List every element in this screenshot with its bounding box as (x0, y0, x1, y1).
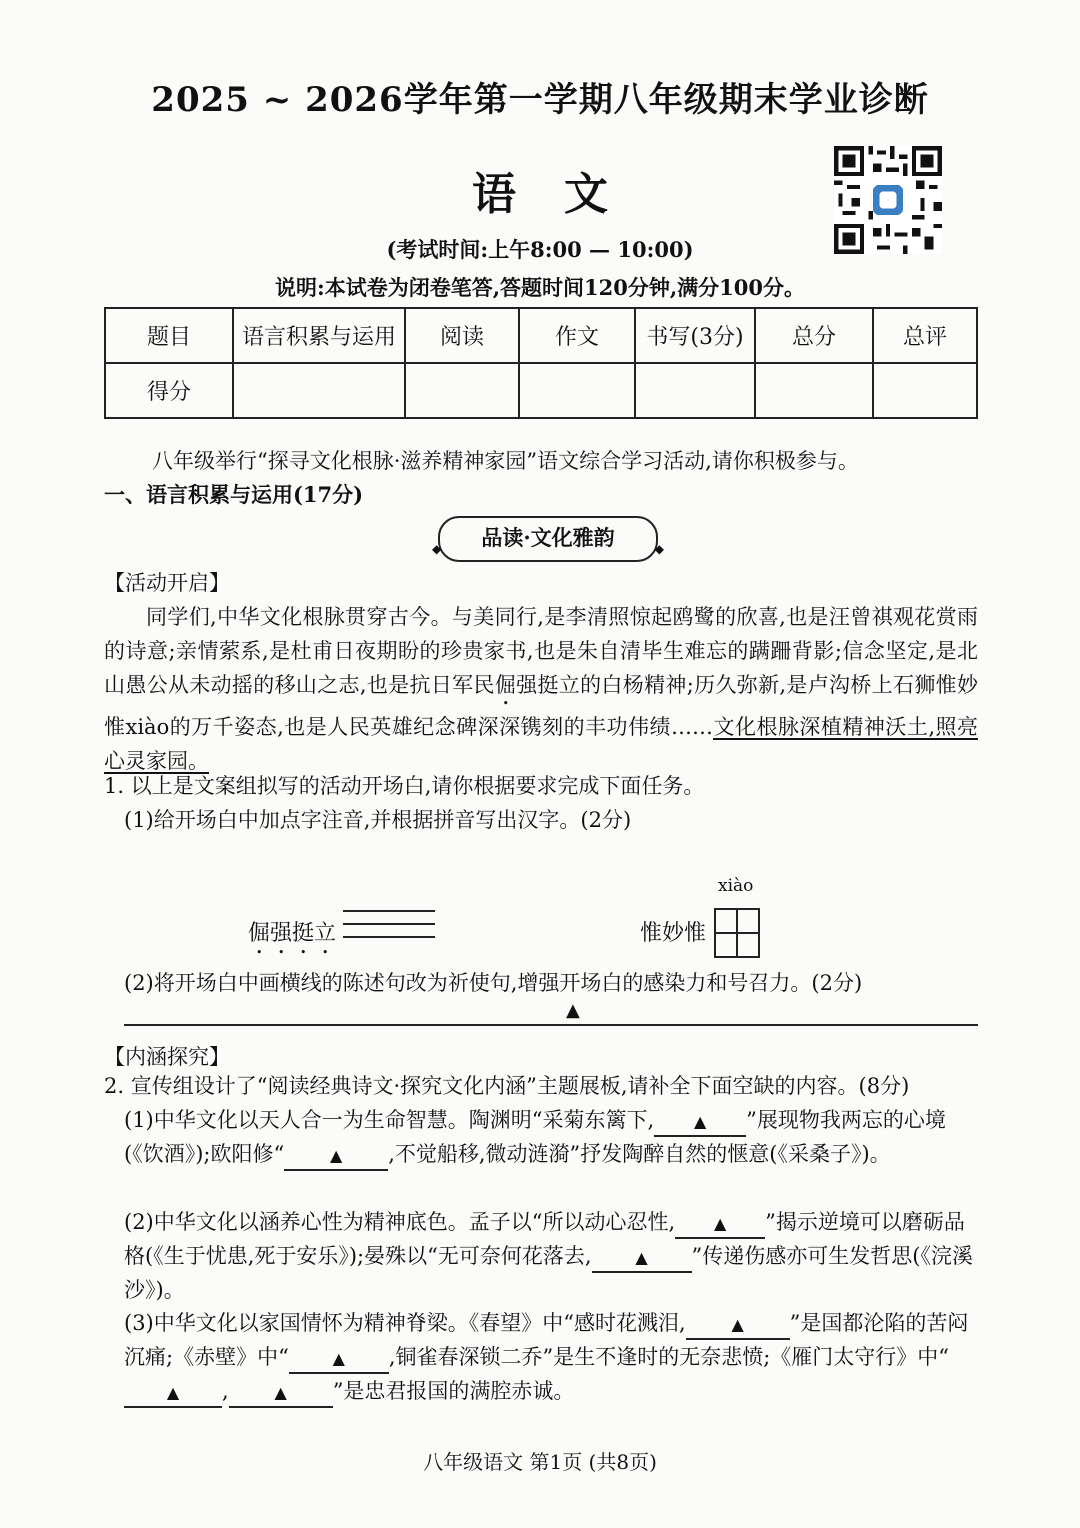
score-table-header: 总评 (873, 308, 977, 363)
score-row-label: 得分 (105, 363, 233, 418)
fill-blank[interactable]: ▲ (124, 1380, 222, 1408)
question-1-2: (2)将开场白中画横线的陈述句改为祈使句,增强开场白的感染力和号召力。(2分) (124, 971, 863, 995)
question-2-3 (124, 1306, 978, 1408)
score-cell[interactable] (635, 363, 755, 418)
underlined-sentence: 文化根脉深植精神沃土,照亮心灵家园。 (104, 715, 978, 773)
text: ,铜雀春深锁二乔”是生不逢时的无奈悲愤;《雁门太守行》中“ (388, 1345, 950, 1369)
text: ”展现物我两忘的心境(《饮酒》);欧阳修“ (124, 1108, 946, 1166)
text: ”传递伤感亦可生发哲思(《浣溪沙》)。 (124, 1244, 973, 1302)
fill-blank[interactable]: ▲ (289, 1346, 389, 1374)
character-grid-box[interactable] (714, 908, 760, 958)
score-cell[interactable] (755, 363, 873, 418)
text: ”是忠君报国的满腔赤诚。 (332, 1379, 575, 1403)
fill-blank[interactable]: ▲ (284, 1143, 388, 1171)
opening-text-a: 同学们,中华文化根脉贯穿古今。与美同行,是李清照惊起鸥鹭的欣喜,也是汪曾祺观花赏雨的诗意;亲情萦系,是杜甫日夜期盼的珍贵家书,也是朱自清毕生难忘的蹒跚背影;信念坚定,是北山愚公从未动摇的移山之志,也是抗日军民 (104, 605, 978, 697)
pinyin-answer-lines[interactable] (343, 910, 435, 950)
inquiry-heading: 【内涵探究】 (104, 1045, 230, 1069)
score-table-header: 总分 (755, 308, 873, 363)
subject-title: 语文 (472, 169, 656, 220)
score-table-header: 阅读 (405, 308, 519, 363)
text: ”是国都沦陷的苦闷沉痛;《赤壁》中“ (124, 1311, 969, 1369)
text: ”揭示逆境可以磨砺品格(《生于忧患,死于安乐》);晏殊以“无可奈何花落去, (124, 1210, 965, 1268)
text: , (222, 1379, 229, 1403)
fill-blank[interactable]: ▲ (675, 1211, 765, 1239)
section-banner: ◆ 品读·文化雅韵 ◆ (438, 516, 658, 562)
text: (1)中华文化以天人合一为生命智慧。陶渊明“采菊东篱下, (124, 1108, 655, 1132)
score-table-header: 语言积累与运用 (233, 308, 405, 363)
exam-note: 说明:本试卷为闭卷笔答,答题时间120分钟,满分100分。 (274, 275, 806, 300)
section-1-title: 一、语言积累与运用(17分) (104, 482, 364, 507)
question-2: 2. 宣传组设计了“阅读经典诗文·探究文化内涵”主题展板,请补全下面空缺的内容。(8分) (104, 1074, 910, 1098)
fill-blank[interactable]: ▲ (229, 1380, 333, 1408)
score-cell[interactable] (405, 363, 519, 418)
fill-blank[interactable]: ▲ (686, 1312, 790, 1340)
answer-line[interactable] (124, 1024, 978, 1026)
question-2-1 (124, 1103, 978, 1171)
score-cell[interactable] (519, 363, 635, 418)
score-table-header: 作文 (519, 308, 635, 363)
fill-blank[interactable]: ▲ (592, 1245, 692, 1273)
activity-intro: 八年级举行“探寻文化根脉·滋养精神家园”语文综合学习活动,请你积极参与。 (152, 449, 859, 473)
score-cell[interactable] (233, 363, 405, 418)
dotted-char: 倔 (494, 673, 517, 697)
question-1-1: (1)给开场白中加点字注音,并根据拼音写出汉字。(2分) (124, 808, 632, 832)
question-1: 1. 以上是文案组拟写的活动开场白,请你根据要求完成下面任务。 (104, 774, 705, 798)
question-2-2 (124, 1205, 978, 1307)
score-table (104, 307, 978, 419)
text: (3)中华文化以家国情怀为精神脊梁。《春望》中“感时花溅泪, (124, 1311, 686, 1335)
opening-text-b: 强挺立的白杨精神;历久弥新,是卢沟桥上石狮惟妙惟xiào的万千姿态,也是人民英雄纪念碑深深镌刻的丰功伟绩…… (104, 673, 978, 739)
blank-marker: ▲ (566, 1000, 580, 1021)
exam-time: (考试时间:上午8:00 — 10:00) (386, 237, 694, 262)
fill-blank[interactable]: ▲ (654, 1109, 746, 1137)
word-1-text: 倔强挺立 (248, 921, 337, 946)
pinyin-label: xiào (718, 876, 754, 896)
opening-paragraph (104, 600, 978, 778)
text: ,不觉船移,微动涟漪”抒发陶醉自然的惬意(《采桑子》)。 (388, 1142, 891, 1166)
word-wei-miao: 惟妙惟 (640, 921, 707, 946)
score-table-header: 书写(3分) (635, 308, 755, 363)
page-footer: 八年级语文 第1页 (共8页) (423, 1450, 657, 1474)
qr-code-icon (834, 146, 942, 254)
score-table-header: 题目 (105, 308, 233, 363)
activity-open-heading: 【活动开启】 (104, 571, 230, 595)
score-cell[interactable] (873, 363, 977, 418)
exam-title: 2025 ~ 2026学年第一学期八年级期末学业诊断 (151, 80, 929, 120)
text: (2)中华文化以涵养心性为精神底色。孟子以“所以动心忍性, (124, 1210, 676, 1234)
word-jue-jiang (248, 916, 336, 959)
